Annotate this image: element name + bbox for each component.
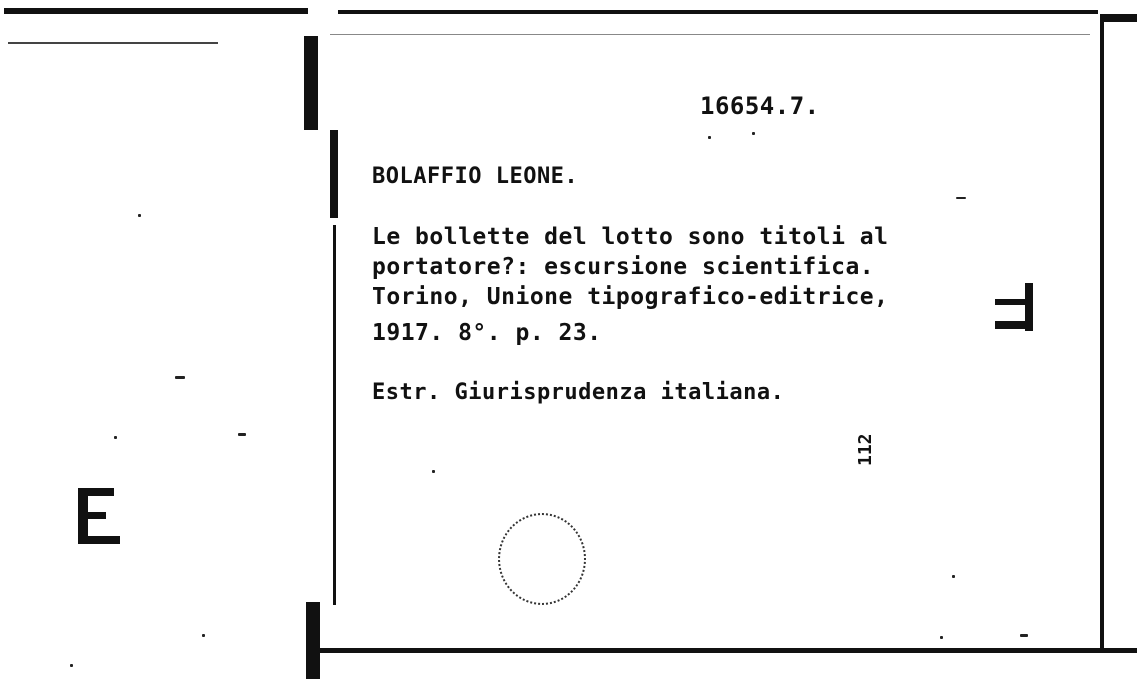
right-edge [1100, 22, 1104, 652]
scan-speck [202, 634, 205, 637]
scan-speck [952, 575, 955, 578]
scan-speck [138, 214, 141, 217]
scan-speck [956, 197, 966, 199]
scan-speck [175, 376, 185, 379]
scan-speck [70, 664, 73, 667]
card-edge-lower [306, 602, 320, 679]
description-line: Le bollette del lotto sono titoli al [372, 224, 889, 250]
scan-speck [708, 136, 711, 139]
description-line: 1917. 8°. p. 23. [372, 320, 602, 346]
top-rule-left [4, 8, 308, 14]
dashed-rule [8, 42, 218, 44]
card-edge-main [330, 130, 338, 218]
scan-speck [940, 636, 943, 639]
scan-speck [1020, 634, 1028, 637]
scan-speck [432, 470, 435, 473]
scan-speck [752, 132, 755, 135]
author-heading: BOLAFFIO LEONE. [372, 164, 579, 189]
top-rule-right [338, 10, 1098, 14]
side-mark: 112 [855, 433, 876, 466]
catalog-number: 16654.7. [700, 92, 820, 120]
scan-speck [114, 436, 117, 439]
extract-note: Estr. Giurisprudenza italiana. [372, 380, 785, 405]
description-line: Torino, Unione tipografico-editrice, [372, 284, 889, 310]
card-edge-thin [333, 225, 336, 605]
card-edge-upper [304, 36, 318, 130]
right-tab-mark [995, 283, 1033, 331]
dashed-rule-right [330, 34, 1090, 35]
punch-hole [498, 513, 586, 605]
margin-letter-mark [78, 488, 120, 544]
bottom-rule [320, 648, 1137, 653]
top-rule-far-right [1100, 14, 1137, 22]
description-line: portatore?: escursione scientifica. [372, 254, 875, 280]
scan-speck [238, 433, 246, 436]
